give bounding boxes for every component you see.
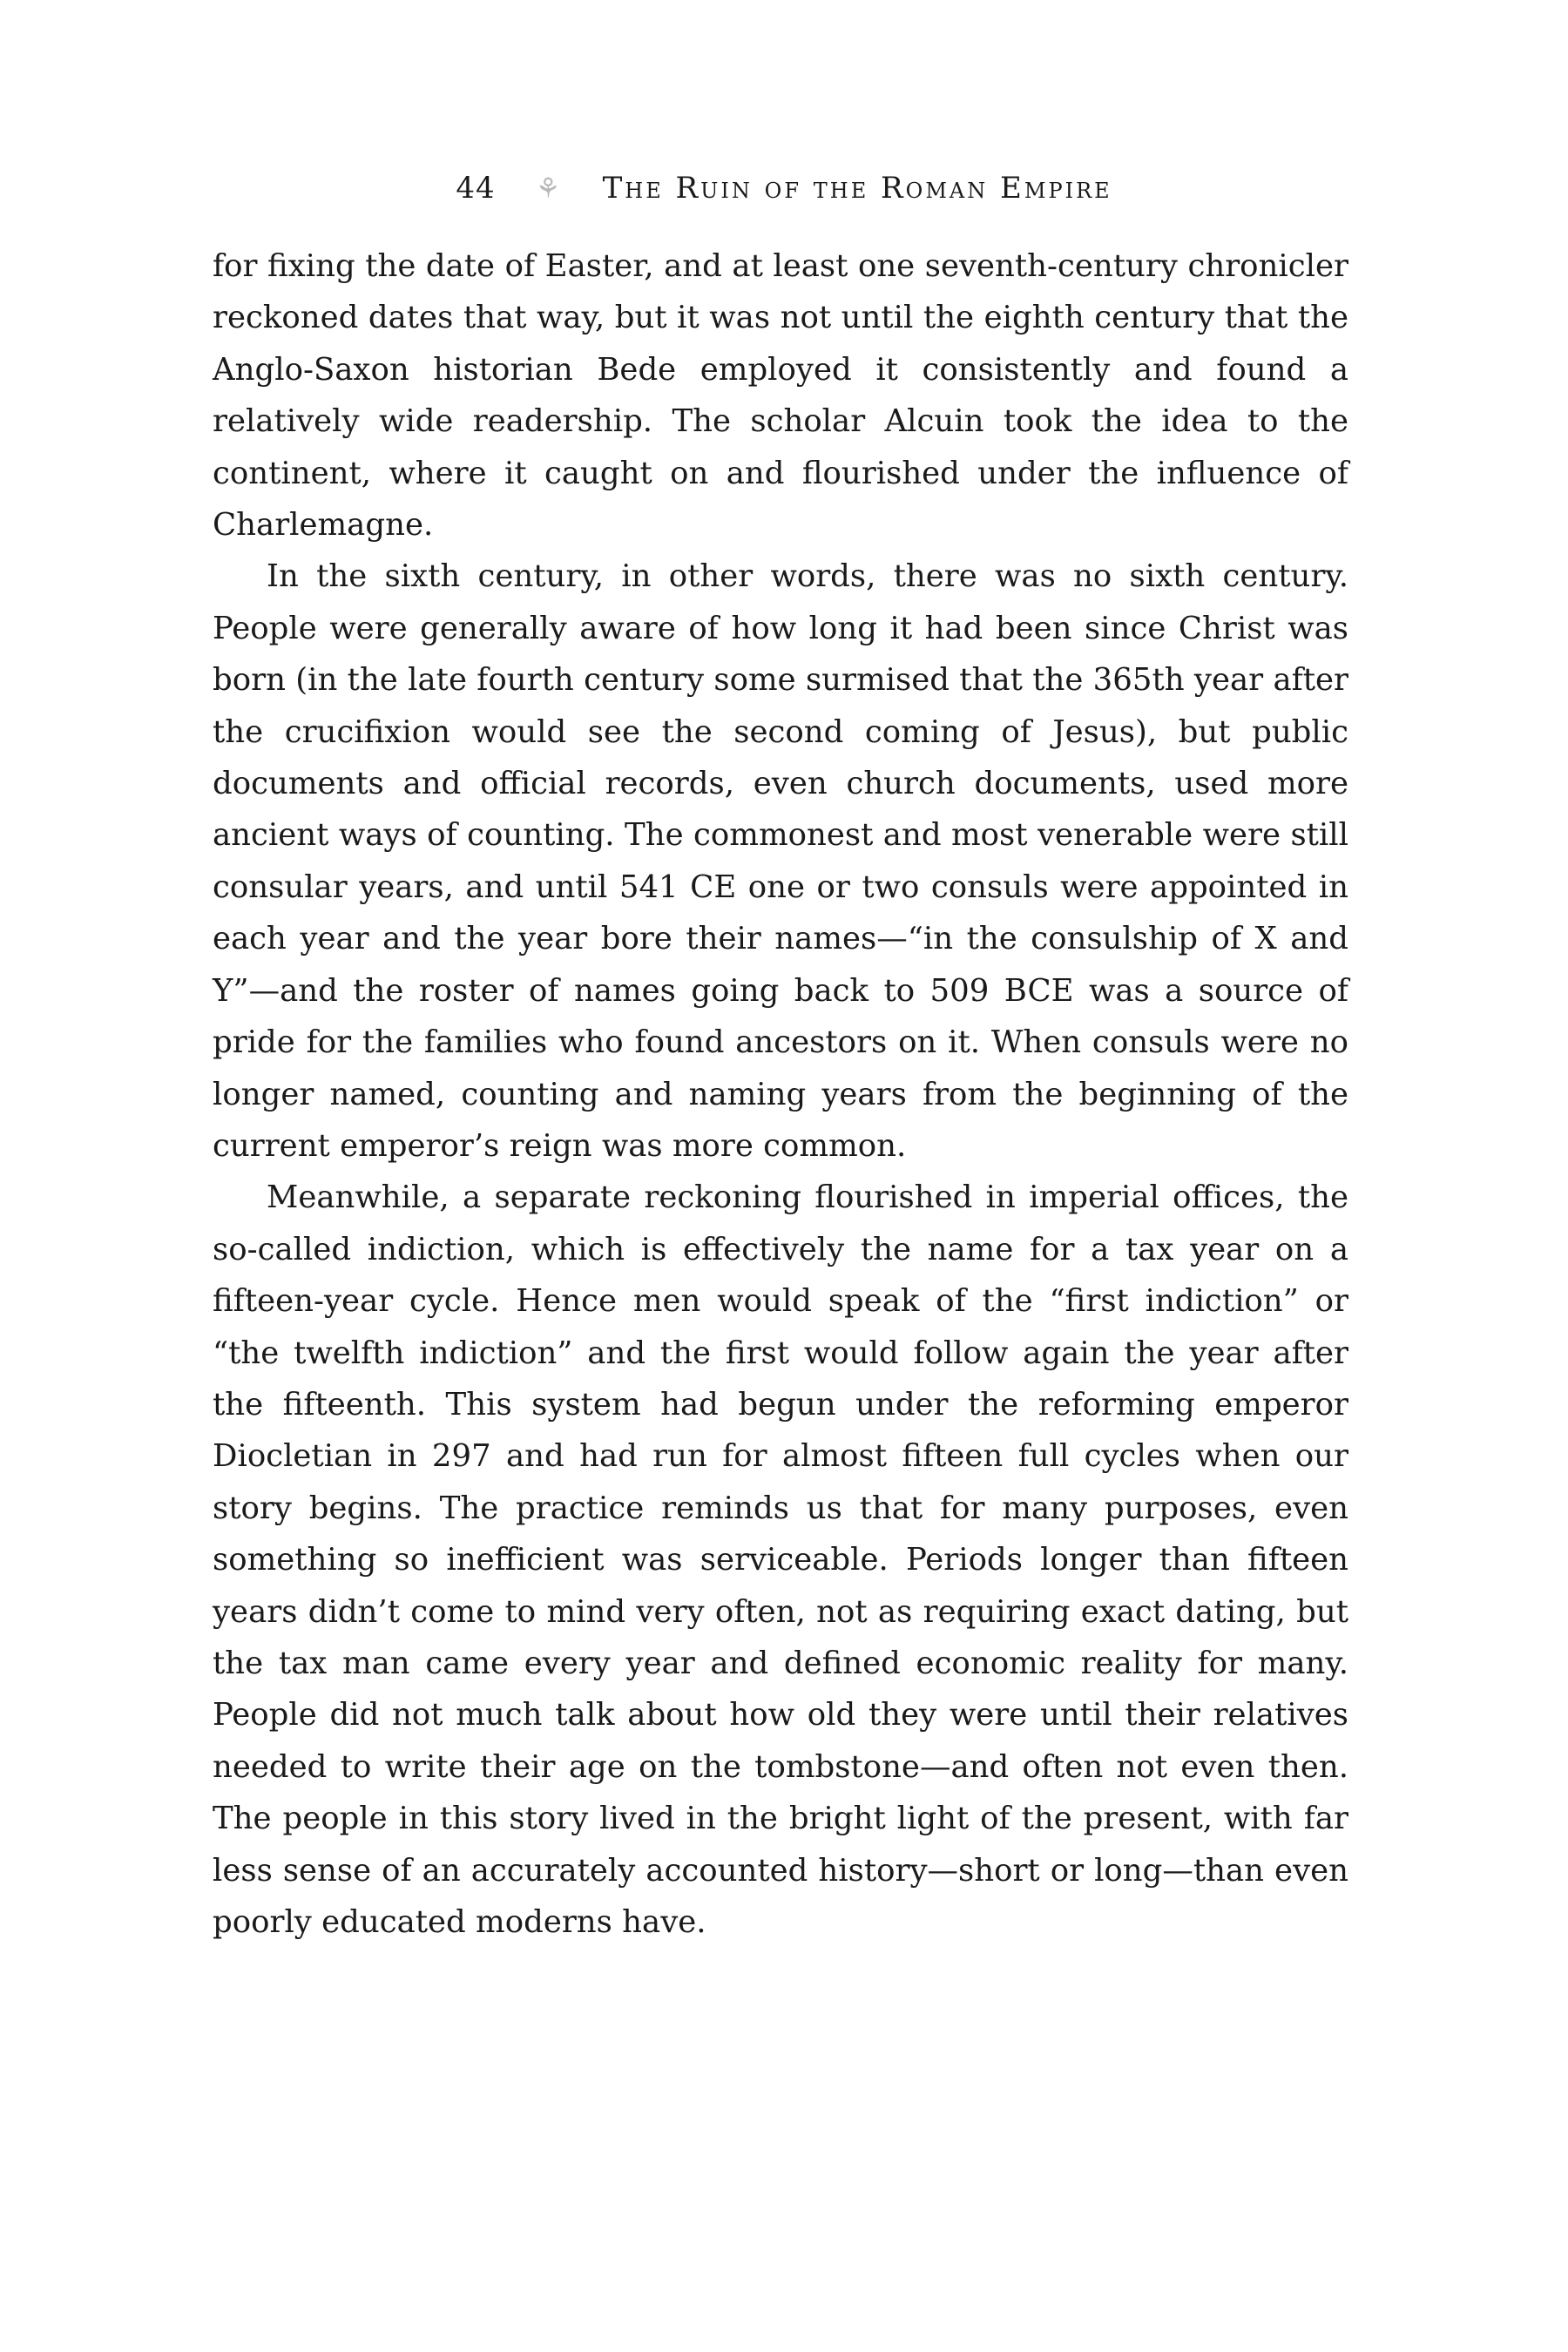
paragraph-1: for fixing the date of Easter, and at least one seventh-century chronicler reckoned dates that way, but it was not until the eighth century that the Anglo-Saxon historian Bede employed it consistently and found a relatively wide readership. The scholar Alcuin took the idea to the continent, where it caught on and flourished under the influence of Charlemagne. [213,248,1348,544]
paragraph-2: In the sixth century, in other words, there was no sixth century. People were generally aware of how long it had been since Christ was born (in the late fourth century some surmised that the 365th year after the crucifixion would see the second coming of Jesus), but public documents and official records, even church documents, used more ancient ways of counting. The commonest and most venerable were still consular years, and until 541 CE one or two consuls were appointed in each year and the year bore their names—“in the consulship of X and Y”—and the roster of names going back to 509 BCE was a source of pride for the families who found ancestors on it. When consuls were no longer named, counting and naming years from the beginning of the current emperor’s reign was more common. [213,558,1348,1164]
running-head [213,167,1355,209]
paragraph-3: Meanwhile, a separate reckoning flourished in imperial offices, the so-called indiction, which is effectively the name for a tax year on a fifteen-year cycle. Hence men would speak of the “first indiction” or “the twelfth indiction” and the first would follow again the year after the fifteenth. This system had begun under the reforming emperor Diocletian in 297 and had run for almost fifteen full cycles when our story begins. The practice reminds us that for many purposes, even something so inefficient was serviceable. Periods longer than fifteen years didn’t come to mind very often, not as requiring exact dating, but the tax man came every year and defined economic reality for many. People did not much talk about how old they were until their relatives needed to write their age on the tombstone—and often not even then. The people in this story lived in the bright light of the present, with far less sense of an accurately accounted history—short or long—than even poorly educated moderns have. [213,1179,1348,1940]
body-text [213,240,1348,1948]
book-title: The Ruin of the Roman Empire [602,171,1112,206]
page-number: 44 [456,171,496,206]
ornament-icon: ⚘ [535,172,563,205]
